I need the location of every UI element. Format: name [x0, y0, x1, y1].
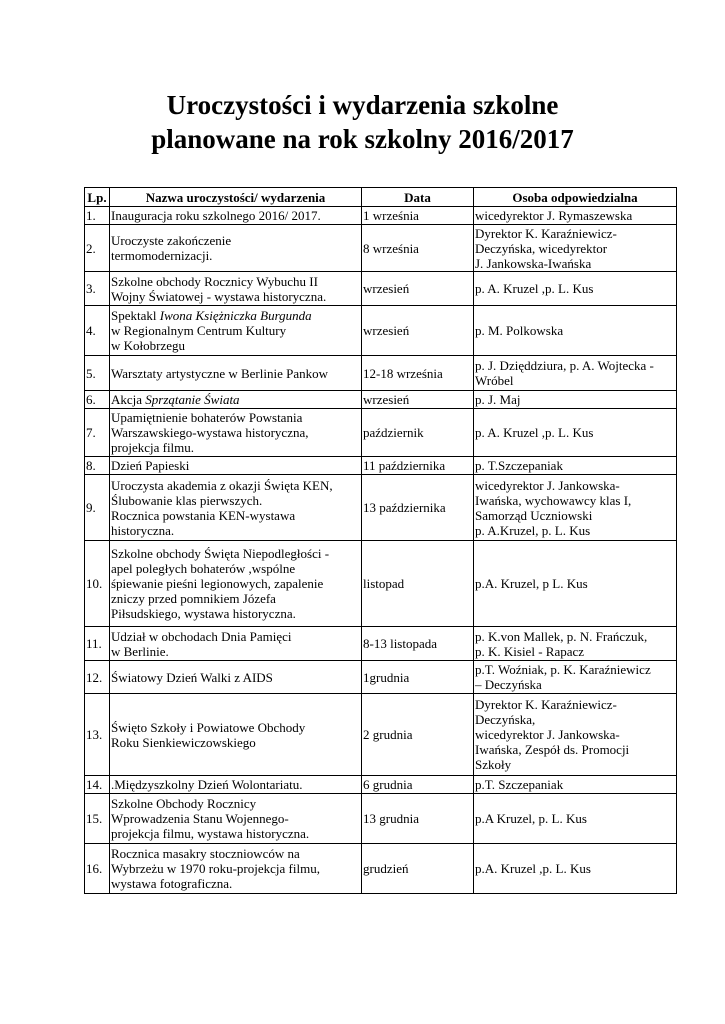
cell-responsible-person: [474, 272, 677, 306]
table-row: [85, 541, 677, 627]
responsible-person-line: wicedyrektor J. Jankowska-: [475, 727, 620, 742]
cell-date: 13 października: [362, 475, 474, 541]
table-row: [85, 207, 677, 225]
cell-lp: 3.: [85, 272, 110, 306]
cell-responsible-person: [474, 844, 677, 894]
responsible-person-line: p. J. Maj: [475, 392, 521, 407]
event-name-line: projekcja filmu.: [111, 440, 195, 455]
cell-responsible-person: [474, 457, 677, 475]
cell-event-name: [110, 844, 362, 894]
cell-lp: 4.: [85, 306, 110, 356]
responsible-person-line: Dyrektor K. Karaźniewicz-: [475, 225, 617, 241]
header-lp: Lp.: [85, 188, 110, 207]
cell-event-name: [110, 627, 362, 661]
cell-lp: 7.: [85, 409, 110, 457]
event-name-line: historyczna.: [111, 522, 175, 538]
responsible-person-line: Iwańska, Zespół ds. Promocji: [475, 742, 630, 757]
responsible-person-line: p. K.von Mallek, p. N. Frańczuk,: [475, 628, 648, 644]
event-name-line: Upamiętnienie bohaterów Powstania: [111, 410, 303, 425]
event-name-line: [111, 392, 360, 407]
cell-lp: 14.: [85, 776, 110, 794]
table-row: [85, 457, 677, 475]
title-line-2: planowane na rok szkolny 2016/2017: [151, 124, 574, 154]
cell-responsible-person: [474, 541, 677, 627]
responsible-person-line: p. J. Dzięddziura, p. A. Wojtecka -: [475, 358, 654, 373]
cell-lp: 12.: [85, 661, 110, 694]
table-row: [85, 694, 677, 776]
cell-responsible-person: [474, 794, 677, 844]
cell-lp: 2.: [85, 225, 110, 272]
cell-lp: 11.: [85, 627, 110, 661]
event-name-line: [111, 308, 360, 323]
cell-event-name: [110, 356, 362, 391]
event-name-line: wystawa fotograficzna.: [111, 876, 233, 891]
responsible-person-line: p.T. Szczepaniak: [475, 777, 564, 792]
cell-lp: 8.: [85, 457, 110, 475]
event-name-line: Szkolne Obchody Rocznicy: [111, 796, 257, 811]
cell-date: 11 października: [362, 457, 474, 475]
cell-event-name: [110, 794, 362, 844]
event-name-line: Udział w obchodach Dnia Pamięci: [111, 628, 292, 644]
cell-date: 1 września: [362, 207, 474, 225]
cell-event-name: [110, 306, 362, 356]
cell-responsible-person: [474, 661, 677, 694]
cell-date: wrzesień: [362, 306, 474, 356]
cell-date: 6 grudnia: [362, 776, 474, 794]
event-name-line: apel poległych bohaterów ,wspólne: [111, 561, 296, 576]
cell-date: 13 grudnia: [362, 794, 474, 844]
cell-responsible-person: [474, 391, 677, 409]
event-name-line: zniczy przed pomnikiem Józefa: [111, 591, 276, 606]
event-name-line: Rocznica powstania KEN-wystawa: [111, 507, 296, 523]
table-row: [85, 306, 677, 356]
cell-lp: 1.: [85, 207, 110, 225]
responsible-person-line: Deczyńska,: [475, 712, 536, 727]
event-name-line: Szkolne obchody Święta Niepodległości -: [111, 546, 330, 561]
cell-event-name: [110, 225, 362, 272]
event-name-line: .Międzyszkolny Dzień Wolontariatu.: [111, 777, 303, 792]
table-row: [85, 272, 677, 306]
table-row: [85, 661, 677, 694]
cell-event-name: [110, 391, 362, 409]
cell-responsible-person: [474, 694, 677, 776]
event-name-line: w Kołobrzegu: [111, 338, 186, 353]
cell-lp: 10.: [85, 541, 110, 627]
responsible-person-line: Iwańska, wychowawcy klas I,: [475, 492, 632, 508]
event-name-line: Wojny Światowej - wystawa historyczna.: [111, 288, 327, 304]
cell-lp: 9.: [85, 475, 110, 541]
cell-lp: 5.: [85, 356, 110, 391]
event-name-line: Warszawskiego-wystawa historyczna,: [111, 425, 309, 440]
cell-responsible-person: [474, 225, 677, 272]
table-header-row: [85, 188, 677, 207]
cell-event-name: [110, 457, 362, 475]
event-name-line: Rocznica masakry stoczniowców na: [111, 846, 300, 861]
cell-event-name: [110, 541, 362, 627]
responsible-person-line: p. A.Kruzel, p. L. Kus: [475, 522, 591, 538]
cell-event-name: [110, 694, 362, 776]
cell-date: 2 grudnia: [362, 694, 474, 776]
responsible-person-line: wicedyrektor J. Rymaszewska: [475, 208, 633, 223]
responsible-person-line: J. Jankowska-Iwańska: [475, 255, 592, 271]
cell-date: wrzesień: [362, 391, 474, 409]
header-name: Nazwa uroczystości/ wydarzenia: [110, 188, 362, 207]
event-name-line: Piłsudskiego, wystawa historyczna.: [111, 606, 296, 621]
event-name-line: Wybrzeżu w 1970 roku-projekcja filmu,: [111, 861, 320, 876]
event-name-line: Uroczysta akademia z okazji Święta KEN,: [111, 477, 333, 493]
table-row: [85, 391, 677, 409]
cell-lp: 6.: [85, 391, 110, 409]
cell-event-name: [110, 475, 362, 541]
event-name-line: Warsztaty artystyczne w Berlinie Pankow: [111, 365, 328, 381]
cell-event-name: [110, 272, 362, 306]
responsible-person-line: p.A. Kruzel, p L. Kus: [475, 576, 588, 591]
event-name-line: Dzień Papieski: [111, 458, 190, 473]
cell-date: grudzień: [362, 844, 474, 894]
table-row: [85, 356, 677, 391]
responsible-person-line: p.A. Kruzel ,p. L. Kus: [475, 861, 591, 876]
cell-date: 8 września: [362, 225, 474, 272]
responsible-person-line: Deczyńska, wicedyrektor: [475, 240, 608, 256]
event-name-line: w Berlinie.: [111, 643, 169, 659]
event-name-line: projekcja filmu, wystawa historyczna.: [111, 826, 310, 841]
responsible-person-line: Wróbel: [475, 373, 514, 388]
cell-date: listopad: [362, 541, 474, 627]
event-name-line: śpiewanie pieśni legionowych, zapalenie: [111, 576, 324, 591]
responsible-person-line: wicedyrektor J. Jankowska-: [475, 477, 620, 493]
responsible-person-line: p.A Kruzel, p. L. Kus: [475, 811, 587, 826]
responsible-person-line: p. K. Kisiel - Rapacz: [475, 643, 585, 659]
event-name-line: Szkolne obchody Rocznicy Wybuchu II: [111, 273, 318, 289]
cell-responsible-person: [474, 776, 677, 794]
event-name-italic-title: Sprzątanie Świata: [145, 392, 240, 407]
responsible-person-line: p. A. Kruzel ,p. L. Kus: [475, 425, 594, 440]
cell-date: październik: [362, 409, 474, 457]
responsible-person-line: Samorząd Uczniowski: [475, 507, 593, 523]
event-name-line: w Regionalnym Centrum Kultury: [111, 323, 287, 338]
cell-date: 1grudnia: [362, 661, 474, 694]
events-table: [84, 187, 677, 894]
cell-lp: 15.: [85, 794, 110, 844]
table-row: [85, 475, 677, 541]
cell-event-name: [110, 409, 362, 457]
responsible-person-line: p. T.Szczepaniak: [475, 458, 563, 473]
cell-date: 12-18 września: [362, 356, 474, 391]
cell-event-name: [110, 661, 362, 694]
table-row: [85, 776, 677, 794]
table-row: [85, 627, 677, 661]
event-name-italic-title: Iwona Księżniczka Burgunda: [159, 308, 312, 323]
event-name-line: Święto Szkoły i Powiatowe Obchody: [111, 719, 306, 735]
responsible-person-line: Szkoły: [475, 757, 512, 772]
cell-responsible-person: [474, 475, 677, 541]
cell-date: wrzesień: [362, 272, 474, 306]
table-row: [85, 409, 677, 457]
table-row: [85, 225, 677, 272]
cell-responsible-person: [474, 207, 677, 225]
page-title: [0, 88, 725, 156]
cell-responsible-person: [474, 356, 677, 391]
header-person: Osoba odpowiedzialna: [474, 188, 677, 207]
responsible-person-line: Dyrektor K. Karaźniewicz-: [475, 697, 617, 712]
cell-lp: 16.: [85, 844, 110, 894]
event-name-line: Wprowadzenia Stanu Wojennego-: [111, 811, 289, 826]
cell-date: 8-13 listopada: [362, 627, 474, 661]
responsible-person-line: – Deczyńska: [475, 677, 542, 692]
responsible-person-line: p.T. Woźniak, p. K. Karaźniewicz: [475, 662, 651, 677]
event-name-line: Ślubowanie klas pierwszych.: [111, 492, 263, 508]
cell-event-name: [110, 207, 362, 225]
responsible-person-line: p. A. Kruzel ,p. L. Kus: [475, 281, 594, 296]
event-name-line: termomodernizacji.: [111, 248, 213, 263]
title-line-1: Uroczystości i wydarzenia szkolne: [166, 90, 559, 120]
event-name-line: Uroczyste zakończenie: [111, 233, 232, 248]
responsible-person-line: p. M. Polkowska: [475, 323, 564, 338]
header-date: Data: [362, 188, 474, 207]
event-name-line: Inauguracja roku szkolnego 2016/ 2017.: [111, 208, 321, 223]
cell-lp: 13.: [85, 694, 110, 776]
event-name-prefix: Akcja: [111, 392, 146, 407]
cell-responsible-person: [474, 409, 677, 457]
event-name-line: Roku Sienkiewiczowskiego: [111, 734, 256, 750]
event-name-prefix: Spektakl: [111, 308, 160, 323]
cell-responsible-person: [474, 627, 677, 661]
table-row: [85, 844, 677, 894]
table-row: [85, 794, 677, 844]
cell-event-name: [110, 776, 362, 794]
event-name-line: Światowy Dzień Walki z AIDS: [111, 669, 273, 685]
cell-responsible-person: [474, 306, 677, 356]
